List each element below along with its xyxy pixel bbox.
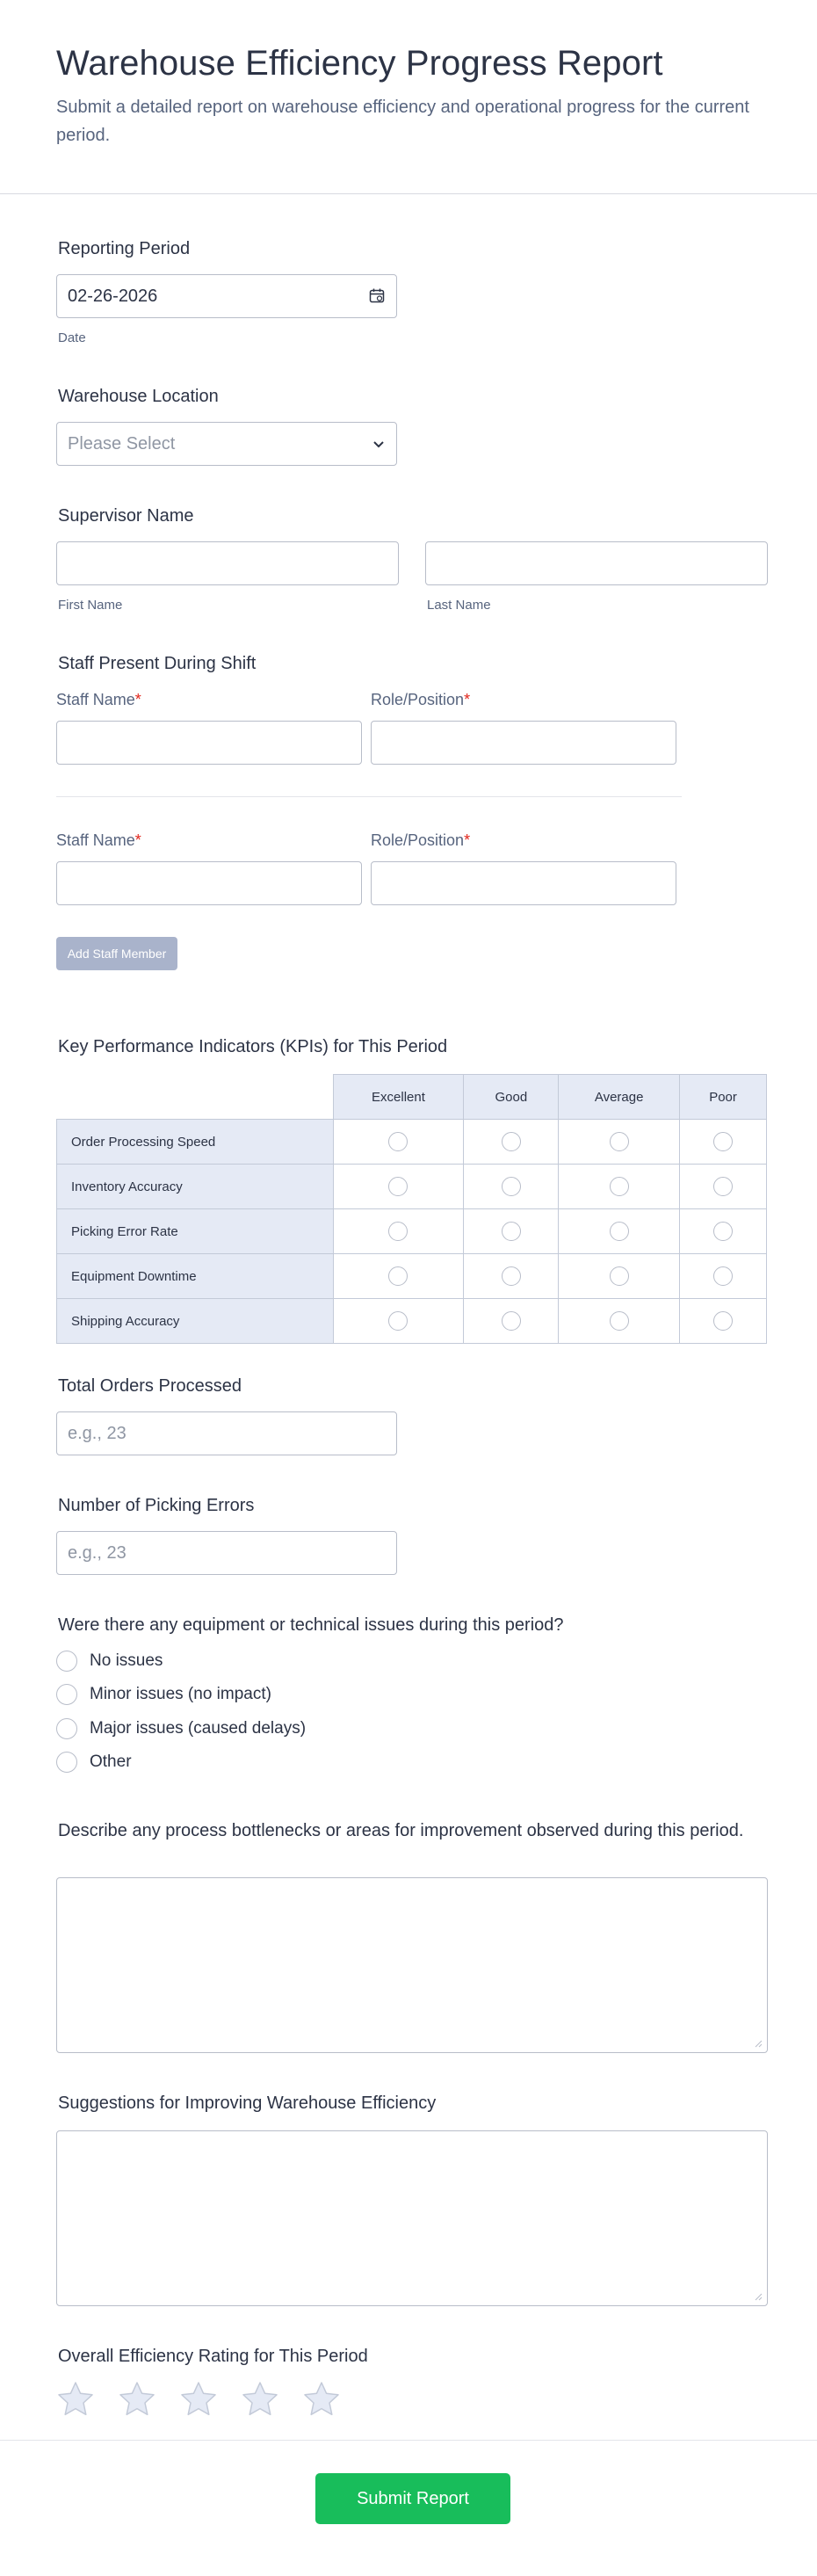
radio-button[interactable] [56, 1752, 77, 1773]
matrix-radio[interactable] [388, 1311, 408, 1331]
matrix-radio[interactable] [502, 1132, 521, 1151]
radio-button[interactable] [56, 1718, 77, 1739]
equipment-option-no-issues[interactable] [56, 1651, 163, 1672]
staff-present-label: Staff Present During Shift [58, 654, 257, 673]
date-sublabel: Date [58, 330, 86, 345]
matrix-row-label: Equipment Downtime [57, 1254, 334, 1299]
option-label: No issues [90, 1651, 163, 1670]
matrix-row-label: Picking Error Rate [57, 1209, 334, 1254]
equipment-option-minor[interactable] [56, 1684, 271, 1705]
page-subtitle: Submit a detailed report on warehouse efficiency and operational progress for the current period. [56, 98, 749, 145]
calendar-icon[interactable] [368, 287, 386, 305]
role-position-label: Role/Position* [371, 691, 471, 708]
role-position-input-2[interactable] [371, 861, 676, 905]
matrix-radio[interactable] [713, 1132, 733, 1151]
matrix-radio[interactable] [502, 1222, 521, 1241]
first-name-sublabel: First Name [58, 598, 123, 613]
matrix-radio[interactable] [610, 1266, 629, 1286]
equipment-option-major[interactable] [56, 1718, 306, 1739]
warehouse-location-label: Warehouse Location [58, 387, 219, 406]
table-row [57, 1120, 767, 1165]
matrix-radio[interactable] [610, 1222, 629, 1241]
matrix-radio[interactable] [388, 1266, 408, 1286]
staff-name-label: Staff Name* [56, 691, 141, 708]
matrix-row-label: Inventory Accuracy [57, 1165, 334, 1209]
radio-button[interactable] [56, 1651, 77, 1672]
rating-label: Overall Efficiency Rating for This Period [58, 2347, 368, 2366]
submit-report-button[interactable]: Submit Report [315, 2473, 510, 2524]
matrix-column-header: Good [464, 1075, 559, 1120]
matrix-radio[interactable] [610, 1311, 629, 1331]
reporting-period-label: Reporting Period [58, 239, 191, 258]
suggestions-label: Suggestions for Improving Warehouse Efficiency [58, 2093, 437, 2113]
matrix-radio[interactable] [713, 1311, 733, 1331]
table-row [57, 1209, 767, 1254]
matrix-radio[interactable] [388, 1132, 408, 1151]
equipment-option-other[interactable] [56, 1752, 132, 1773]
matrix-column-header: Poor [680, 1075, 767, 1120]
supervisor-last-name-input[interactable] [425, 541, 768, 585]
bottlenecks-textarea[interactable] [56, 1877, 768, 2053]
warehouse-location-select[interactable] [56, 422, 397, 466]
matrix-radio[interactable] [388, 1177, 408, 1196]
supervisor-first-name-input[interactable] [56, 541, 399, 585]
staff-name-input-1[interactable] [56, 721, 362, 765]
matrix-radio[interactable] [502, 1266, 521, 1286]
form-header [0, 0, 817, 194]
matrix-column-header: Average [559, 1075, 680, 1120]
role-position-input-1[interactable] [371, 721, 676, 765]
option-label: Other [90, 1752, 132, 1771]
resize-grip-icon[interactable] [754, 2292, 763, 2301]
star-icon[interactable] [118, 2380, 156, 2419]
reporting-period-input[interactable] [56, 274, 397, 318]
staff-name-label: Staff Name* [56, 831, 141, 849]
total-orders-input[interactable] [56, 1411, 397, 1455]
suggestions-textarea[interactable] [56, 2130, 768, 2306]
reporting-period-value: 02-26-2026 [68, 286, 158, 306]
bottlenecks-label: Describe any process bottlenecks or areas for improvement observed during this period. [58, 1821, 744, 1840]
star-icon[interactable] [179, 2380, 218, 2419]
table-row [57, 1254, 767, 1299]
matrix-radio[interactable] [388, 1222, 408, 1241]
page-title: Warehouse Efficiency Progress Report [56, 44, 663, 83]
supervisor-name-label: Supervisor Name [58, 506, 194, 526]
matrix-radio[interactable] [713, 1266, 733, 1286]
matrix-column-header: Excellent [333, 1075, 464, 1120]
matrix-radio[interactable] [502, 1311, 521, 1331]
warehouse-location-selected: Please Select [68, 433, 176, 454]
option-label: Major issues (caused delays) [90, 1719, 307, 1738]
chevron-down-icon [372, 437, 386, 451]
matrix-radio[interactable] [713, 1177, 733, 1196]
matrix-row-label: Order Processing Speed [57, 1120, 334, 1165]
matrix-radio[interactable] [610, 1132, 629, 1151]
role-position-label: Role/Position* [371, 831, 471, 849]
table-row [57, 1299, 767, 1344]
staff-name-input-2[interactable] [56, 861, 362, 905]
option-label: Minor issues (no impact) [90, 1685, 271, 1703]
kpi-matrix [56, 1074, 767, 1344]
picking-errors-label: Number of Picking Errors [58, 1496, 255, 1515]
star-rating[interactable] [56, 2380, 341, 2419]
total-orders-label: Total Orders Processed [58, 1376, 242, 1396]
star-icon[interactable] [241, 2380, 279, 2419]
matrix-radio[interactable] [713, 1222, 733, 1241]
matrix-radio[interactable] [502, 1177, 521, 1196]
staff-divider [56, 796, 682, 797]
matrix-radio[interactable] [610, 1177, 629, 1196]
matrix-corner [57, 1075, 334, 1120]
equipment-issues-label: Were there any equipment or technical issues during this period? [58, 1615, 564, 1635]
matrix-row-label: Shipping Accuracy [57, 1299, 334, 1344]
last-name-sublabel: Last Name [427, 598, 491, 613]
add-staff-member-button[interactable]: Add Staff Member [56, 937, 177, 970]
radio-button[interactable] [56, 1684, 77, 1705]
picking-errors-input[interactable] [56, 1531, 397, 1575]
star-icon[interactable] [302, 2380, 341, 2419]
star-icon[interactable] [56, 2380, 95, 2419]
resize-grip-icon[interactable] [754, 2039, 763, 2048]
table-row [57, 1165, 767, 1209]
kpi-label: Key Performance Indicators (KPIs) for This Period [58, 1037, 448, 1056]
